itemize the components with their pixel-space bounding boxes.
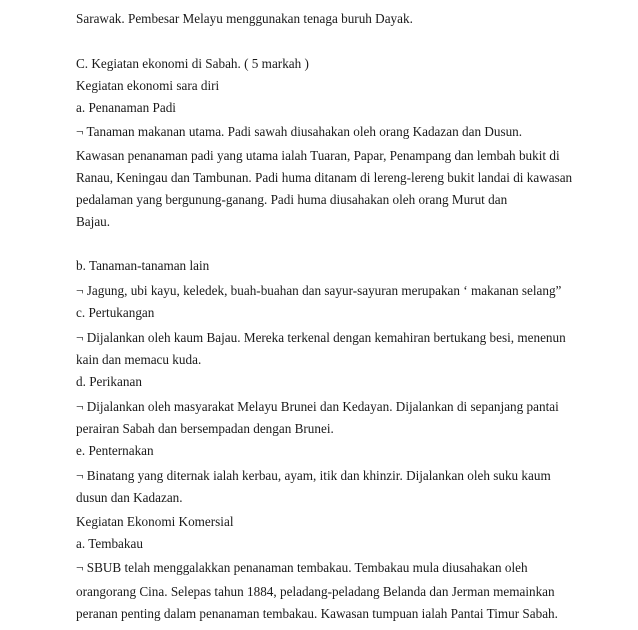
text-line: pedalaman yang bergunung-ganang. Padi huma diusahakan oleh orang Murut dan [76, 192, 508, 207]
text-line: perairan Sabah dan bersempadan dengan Brunei. [76, 421, 334, 436]
text-line: ¬ Dijalankan oleh masyarakat Melayu Brunei dan Kedayan. Dijalankan di sepanjang pantai [76, 399, 559, 414]
text-line: Sarawak. Pembesar Melayu menggunakan tenaga buruh Dayak. [76, 11, 413, 26]
text-line: dusun dan Kadazan. [76, 490, 183, 505]
subsection-heading: Kegiatan ekonomi sara diri [76, 78, 220, 93]
text-line: peranan penting dalam penanaman tembakau. Kawasan tumpuan ialah Pantai Timur Sabah. [76, 606, 558, 621]
subsection-heading: Kegiatan Ekonomi Komersial [76, 514, 234, 529]
text-line: ¬ Binatang yang diternak ialah kerbau, ayam, itik dan khinzir. Dijalankan oleh suku kaum [76, 468, 551, 483]
text-line: kain dan memacu kuda. [76, 352, 202, 367]
item-heading: a. Penanaman Padi [76, 100, 176, 115]
item-heading: d. Perikanan [76, 374, 142, 389]
text-line: ¬ Jagung, ubi kayu, keledek, buah-buahan dan sayur-sayuran merupakan ‘ makanan selang” [76, 283, 562, 298]
text-line: ¬ SBUB telah menggalakkan penanaman tembakau. Tembakau mula diusahakan oleh [76, 560, 528, 575]
text-line: ¬ Dijalankan oleh kaum Bajau. Mereka terkenal dengan kemahiran bertukang besi, menenun [76, 330, 566, 345]
item-heading: e. Penternakan [76, 443, 154, 458]
text-line: Bajau. [76, 214, 111, 229]
text-line: ¬ Tanaman makanan utama. Padi sawah diusahakan oleh orang Kadazan dan Dusun. [76, 124, 523, 139]
text-line: orangorang Cina. Selepas tahun 1884, peladang-peladang Belanda dan Jerman memainkan [76, 584, 555, 599]
item-heading: b. Tanaman-tanaman lain [76, 258, 210, 273]
item-heading: c. Pertukangan [76, 305, 155, 320]
section-heading: C. Kegiatan ekonomi di Sabah. ( 5 markah ) [76, 56, 309, 71]
item-heading: a. Tembakau [76, 536, 143, 551]
text-line: Ranau, Keningau dan Tambunan. Padi huma ditanam di lereng-lereng bukit landai di kawasan [76, 170, 573, 185]
text-line: Kawasan penanaman padi yang utama ialah Tuaran, Papar, Penampang dan lembah bukit di [76, 148, 560, 163]
